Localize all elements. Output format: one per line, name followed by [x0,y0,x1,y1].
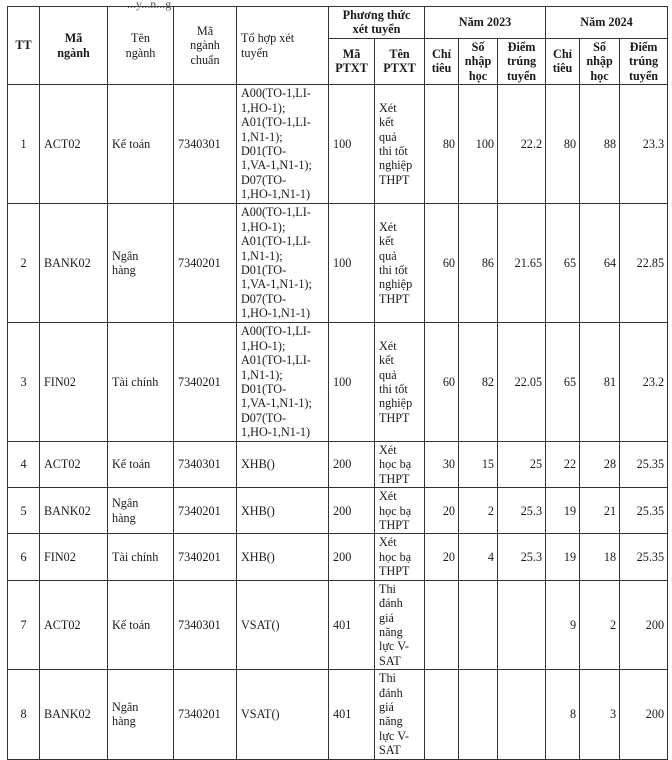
cell-diem-2024: 22.85 [620,204,668,323]
cell-diem-2024: 200 [620,580,668,669]
cell-so-nhap-hoc-2024: 21 [580,488,620,534]
header-diem-2024: Điểm trúng tuyển [620,38,668,84]
cell-diem-2023: 21.65 [498,204,546,323]
cell-ma-chuan: 7340301 [174,442,237,488]
cell-ma-nganh: FIN02 [40,534,108,580]
cell-chi-tieu-2023 [425,670,459,759]
header-ma-nganh-chuan: Mã ngành chuẩn [174,7,237,85]
cell-diem-2024: 200 [620,670,668,759]
cell-so-nhap-hoc-2023: 100 [459,85,498,204]
cell-ten-nganh: Kế toán [108,580,174,669]
table-body [8,85,668,760]
cell-ma-nganh: BANK02 [40,488,108,534]
cell-to-hop: A00(TO-1,LI- 1,HO-1); A01(TO-1,LI- 1,N1-1); D01(TO- 1,VA-1,N1-1); D07(TO- 1,HO-1,N1-1) [237,323,329,442]
cell-so-nhap-hoc-2024: 81 [580,323,620,442]
header-phuong-thuc: Phương thức xét tuyển [329,7,425,39]
cell-to-hop: VSAT() [237,670,329,759]
cell-chi-tieu-2024: 65 [546,204,580,323]
cell-so-nhap-hoc-2023: 4 [459,534,498,580]
cell-ten-ptxt: Xét kết quả thi tốt nghiệp THPT [375,323,425,442]
cell-chi-tieu-2024: 19 [546,534,580,580]
cell-ma-nganh: FIN02 [40,323,108,442]
header-so-nhap-hoc-2024: Số nhập học [580,38,620,84]
cell-diem-2023: 25.3 [498,534,546,580]
cell-chi-tieu-2024: 22 [546,442,580,488]
cell-so-nhap-hoc-2023: 2 [459,488,498,534]
header-ma-nganh: Mã ngành [40,7,108,85]
cell-ma-chuan: 7340201 [174,670,237,759]
cell-ma-nganh: ACT02 [40,442,108,488]
header-ten-nganh: Tên ngành [108,7,174,85]
table-header [8,7,668,85]
cell-chi-tieu-2023 [425,580,459,669]
cropped-heading-fragment: ...y...n...g [127,0,172,11]
cell-to-hop: A00(TO-1,LI- 1,HO-1); A01(TO-1,LI- 1,N1-1); D01(TO- 1,VA-1,N1-1); D07(TO- 1,HO-1,N1-1) [237,204,329,323]
cell-ten-nganh: Tài chính [108,534,174,580]
cell-ma-ptxt: 100 [329,204,375,323]
cell-ten-ptxt: Xét kết quả thi tốt nghiệp THPT [375,204,425,323]
cell-to-hop: XHB() [237,442,329,488]
cell-so-nhap-hoc-2024: 64 [580,204,620,323]
cell-chi-tieu-2024: 8 [546,670,580,759]
cell-ma-ptxt: 100 [329,85,375,204]
cell-tt: 8 [8,670,40,759]
table-row [8,442,668,488]
cell-ten-ptxt: Thi đánh giá năng lực V- SAT [375,670,425,759]
cell-chi-tieu-2024: 65 [546,323,580,442]
cell-so-nhap-hoc-2023: 82 [459,323,498,442]
cell-chi-tieu-2023: 20 [425,488,459,534]
cell-ten-nganh: Ngân hàng [108,670,174,759]
cell-ma-chuan: 7340201 [174,534,237,580]
header-to-hop: Tổ hợp xét tuyển [237,7,329,85]
cell-ten-nganh: Ngân hàng [108,488,174,534]
cell-ten-ptxt: Thi đánh giá năng lực V- SAT [375,580,425,669]
cell-ma-nganh: BANK02 [40,670,108,759]
table-row [8,204,668,323]
cell-diem-2024: 25.35 [620,488,668,534]
header-diem-2023: Điểm trúng tuyển [498,38,546,84]
cell-ten-ptxt: Xét học bạ THPT [375,442,425,488]
cell-so-nhap-hoc-2024: 28 [580,442,620,488]
cell-ma-ptxt: 200 [329,534,375,580]
cell-diem-2023 [498,670,546,759]
admission-table-wrapper [7,0,668,760]
cell-so-nhap-hoc-2024: 88 [580,85,620,204]
cell-ma-ptxt: 200 [329,488,375,534]
cell-ma-ptxt: 401 [329,670,375,759]
header-nam-2023: Năm 2023 [425,7,546,39]
cell-to-hop: XHB() [237,488,329,534]
cell-chi-tieu-2023: 80 [425,85,459,204]
cell-so-nhap-hoc-2024: 2 [580,580,620,669]
cell-diem-2024: 25.35 [620,534,668,580]
table-row [8,488,668,534]
cell-tt: 3 [8,323,40,442]
header-ma-ptxt: Mã PTXT [329,38,375,84]
header-chi-tieu-2024: Chỉ tiêu [546,38,580,84]
cell-tt: 5 [8,488,40,534]
cell-ten-ptxt: Xét kết quả thi tốt nghiệp THPT [375,85,425,204]
cell-to-hop: A00(TO-1,LI- 1,HO-1); A01(TO-1,LI- 1,N1-1); D01(TO- 1,VA-1,N1-1); D07(TO- 1,HO-1,N1-1) [237,85,329,204]
cell-ten-ptxt: Xét học bạ THPT [375,534,425,580]
header-tt: TT [8,7,40,85]
cell-to-hop: VSAT() [237,580,329,669]
table-row [8,323,668,442]
cell-ten-nganh: Ngân hàng [108,204,174,323]
cell-so-nhap-hoc-2024: 18 [580,534,620,580]
table-row [8,534,668,580]
cell-diem-2023: 22.05 [498,323,546,442]
cell-diem-2024: 23.3 [620,85,668,204]
cell-chi-tieu-2024: 9 [546,580,580,669]
cell-to-hop: XHB() [237,534,329,580]
header-nam-2024: Năm 2024 [546,7,668,39]
cell-diem-2024: 23.2 [620,323,668,442]
cell-tt: 1 [8,85,40,204]
table-row [8,670,668,759]
cell-tt: 7 [8,580,40,669]
cell-diem-2023 [498,580,546,669]
cell-ten-nganh: Kế toán [108,85,174,204]
cell-ten-ptxt: Xét học bạ THPT [375,488,425,534]
cell-ma-nganh: ACT02 [40,85,108,204]
cell-diem-2023: 25 [498,442,546,488]
cell-diem-2024: 25.35 [620,442,668,488]
cell-ma-chuan: 7340201 [174,488,237,534]
cell-so-nhap-hoc-2023 [459,670,498,759]
cell-tt: 2 [8,204,40,323]
header-so-nhap-hoc-2023: Số nhập học [459,38,498,84]
cell-tt: 4 [8,442,40,488]
cell-so-nhap-hoc-2024: 3 [580,670,620,759]
cell-so-nhap-hoc-2023 [459,580,498,669]
cell-ma-ptxt: 401 [329,580,375,669]
header-ten-ptxt: Tên PTXT [375,38,425,84]
cell-ma-chuan: 7340201 [174,323,237,442]
cell-chi-tieu-2024: 19 [546,488,580,534]
cell-diem-2023: 25.3 [498,488,546,534]
cell-chi-tieu-2024: 80 [546,85,580,204]
cell-ma-chuan: 7340201 [174,204,237,323]
cell-ma-chuan: 7340301 [174,85,237,204]
cell-ten-nganh: Tài chính [108,323,174,442]
cell-chi-tieu-2023: 20 [425,534,459,580]
cell-ma-nganh: ACT02 [40,580,108,669]
table-row [8,580,668,669]
cell-ma-chuan: 7340301 [174,580,237,669]
cell-tt: 6 [8,534,40,580]
header-chi-tieu-2023: Chỉ tiêu [425,38,459,84]
cell-ten-nganh: Kế toán [108,442,174,488]
cell-chi-tieu-2023: 60 [425,323,459,442]
cell-so-nhap-hoc-2023: 86 [459,204,498,323]
cell-chi-tieu-2023: 30 [425,442,459,488]
admission-table [7,6,668,760]
table-row [8,85,668,204]
cell-chi-tieu-2023: 60 [425,204,459,323]
cell-ma-ptxt: 200 [329,442,375,488]
cell-diem-2023: 22.2 [498,85,546,204]
cell-ma-ptxt: 100 [329,323,375,442]
cell-so-nhap-hoc-2023: 15 [459,442,498,488]
cell-ma-nganh: BANK02 [40,204,108,323]
